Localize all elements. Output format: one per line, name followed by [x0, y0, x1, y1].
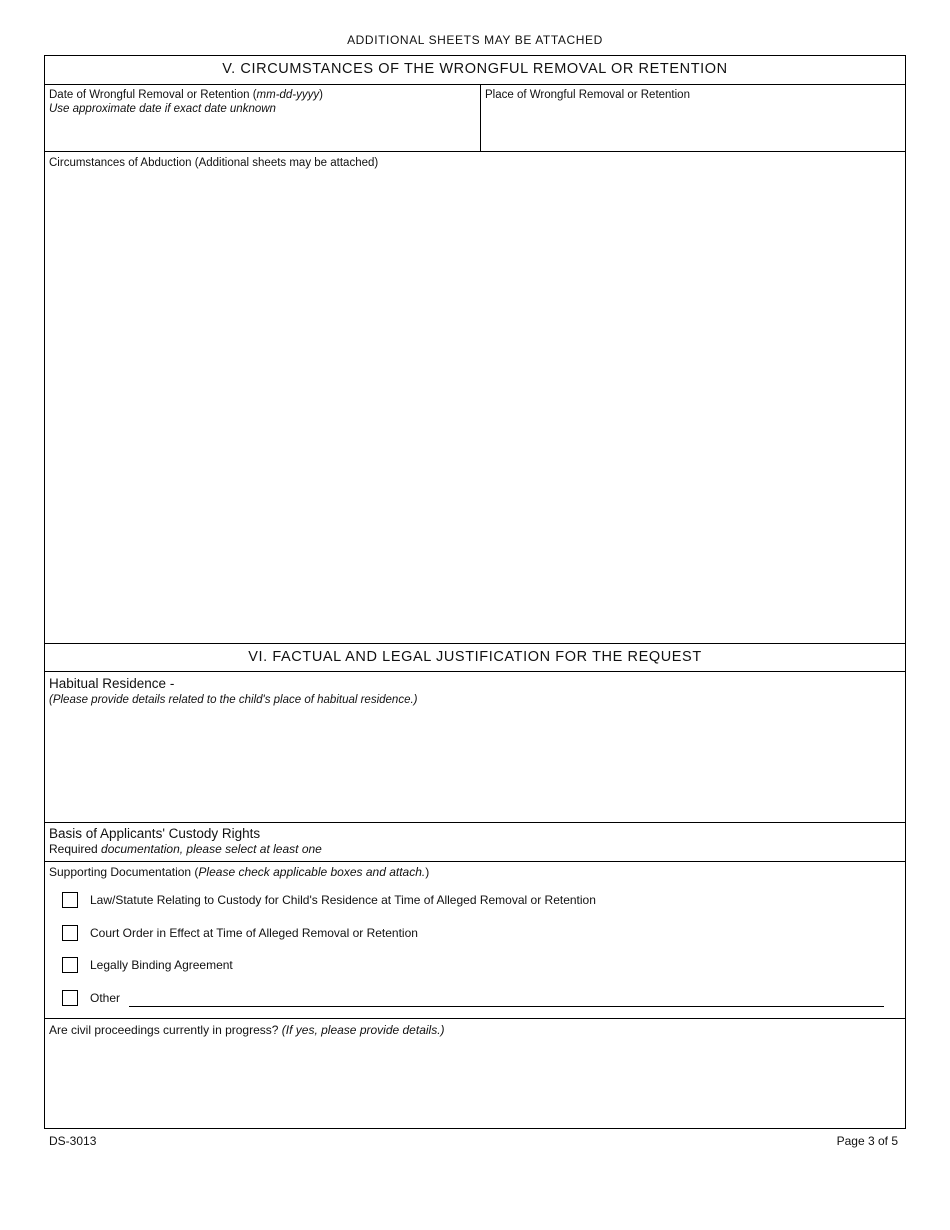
- custody-hint-text: documentation, please select at least one: [101, 842, 322, 856]
- date-close-text: ): [319, 89, 323, 101]
- binding-agreement-checkbox[interactable]: [62, 957, 78, 973]
- supporting-hint-text: Please check applicable boxes and attach.: [198, 865, 426, 879]
- section-5-title: V. CIRCUMSTANCES OF THE WRONGFUL REMOVAL OR RETENTION: [222, 61, 728, 77]
- form-id: DS-3013: [49, 1134, 97, 1148]
- circumstances-field[interactable]: [45, 151, 905, 643]
- option-law-statute[interactable]: [62, 890, 596, 910]
- custody-required-text: Required: [49, 842, 102, 856]
- custody-required-note: [45, 842, 905, 856]
- supporting-close-text: ): [425, 865, 430, 879]
- supporting-label-text: Supporting Documentation (: [49, 865, 199, 879]
- civil-proceedings-label: [45, 1019, 905, 1037]
- option-other[interactable]: [62, 988, 120, 1008]
- court-order-label: Court Order in Effect at Time of Alleged Removal or Retention: [90, 926, 418, 940]
- custody-rights-header: [45, 822, 905, 861]
- form-page: [44, 55, 906, 1129]
- date-of-removal-field[interactable]: [45, 85, 481, 151]
- circumstances-label: Circumstances of Abduction (Additional sheets may be attached): [49, 157, 379, 169]
- other-checkbox[interactable]: [62, 990, 78, 1006]
- page-number: Page 3 of 5: [836, 1134, 898, 1148]
- place-of-removal-field[interactable]: [481, 85, 905, 151]
- date-hint: Use approximate date if exact date unknown: [49, 103, 276, 115]
- law-statute-label: Law/Statute Relating to Custody for Child's Residence at Time of Alleged Removal or Retention: [90, 893, 596, 907]
- option-court-order[interactable]: [62, 923, 418, 943]
- custody-rights-title: Basis of Applicants' Custody Rights: [49, 826, 261, 841]
- habitual-residence-hint: (Please provide details related to the child's place of habitual residence.): [49, 694, 418, 706]
- date-of-removal-label: [45, 85, 480, 102]
- civil-label-text: Are civil proceedings currently in progress?: [49, 1023, 282, 1037]
- habitual-residence-field[interactable]: [45, 671, 905, 822]
- binding-agreement-label: Legally Binding Agreement: [90, 958, 233, 972]
- supporting-documentation-block: [45, 861, 905, 1018]
- other-specify-line[interactable]: [129, 1006, 884, 1007]
- date-place-row: [45, 84, 905, 151]
- section-6-title: VI. FACTUAL AND LEGAL JUSTIFICATION FOR THE REQUEST: [45, 643, 905, 671]
- date-label-text: Date of Wrongful Removal or Retention (: [49, 89, 257, 101]
- civil-proceedings-field[interactable]: [45, 1018, 905, 1128]
- law-statute-checkbox[interactable]: [62, 892, 78, 908]
- court-order-checkbox[interactable]: [62, 925, 78, 941]
- other-label: Other: [90, 991, 121, 1005]
- additional-sheets-note: ADDITIONAL SHEETS MAY BE ATTACHED: [347, 33, 603, 47]
- option-binding-agreement[interactable]: [62, 955, 233, 975]
- date-format-text: mm-dd-yyyy: [256, 89, 320, 101]
- place-of-removal-label: Place of Wrongful Removal or Retention: [485, 89, 690, 101]
- civil-hint-text: (If yes, please provide details.): [281, 1023, 445, 1037]
- habitual-residence-title: Habitual Residence -: [49, 676, 175, 691]
- supporting-documentation-label: [45, 862, 905, 879]
